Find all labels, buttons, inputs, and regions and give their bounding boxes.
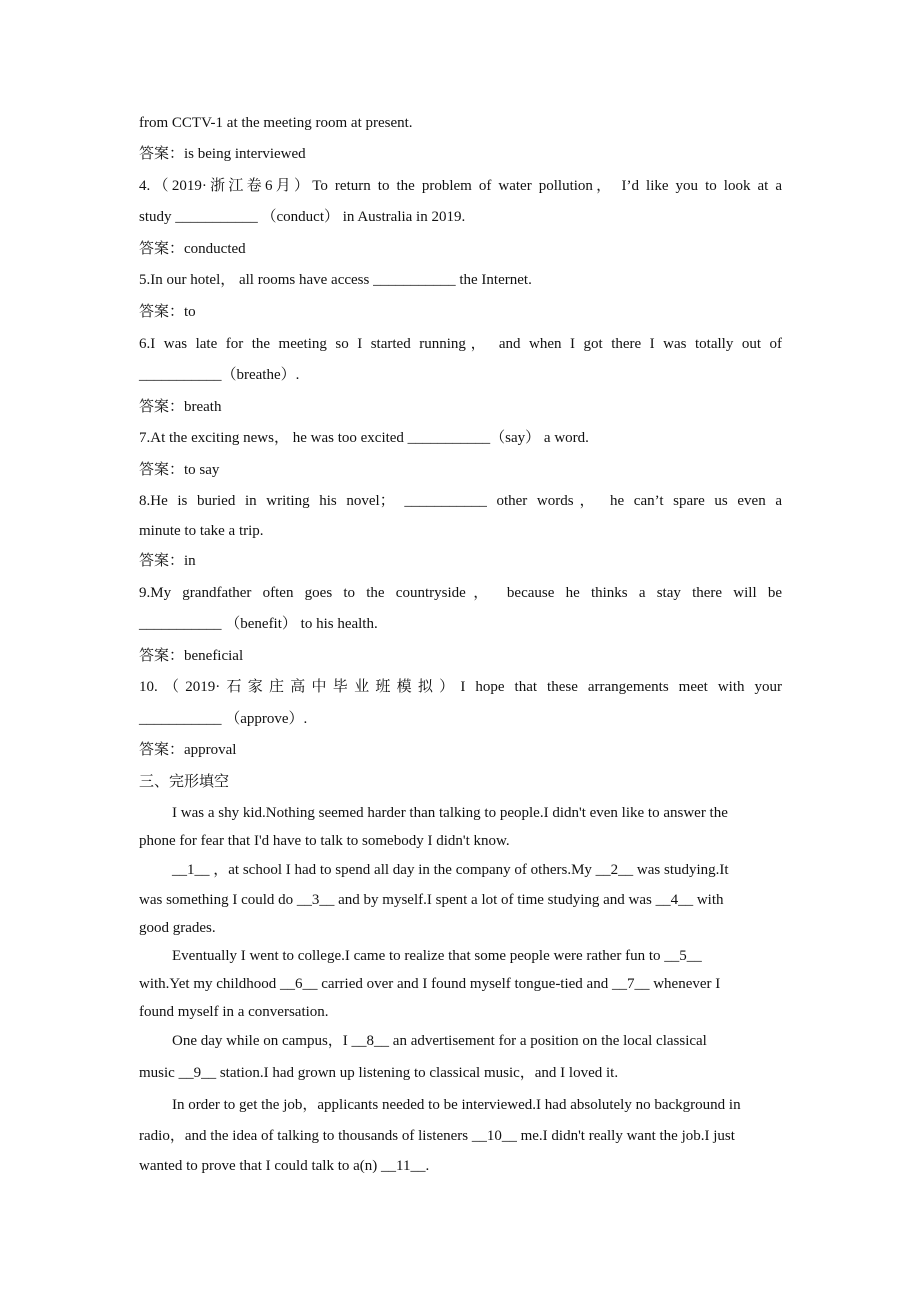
passage-line: radio，and the idea of talking to thousands of listeners __10__ me.I didn't really want the job.I just	[139, 1128, 735, 1144]
passage-line: Eventually I went to college.I came to realize that some people were rather fun to __5__	[172, 948, 702, 964]
passage-line: found myself in a conversation.	[139, 1004, 329, 1020]
passage-line: wanted to prove that I could talk to a(n) __11__.	[139, 1158, 430, 1174]
question-line: minute to take a trip.	[139, 523, 264, 539]
question-line: 5.In our hotel， all rooms have access ___________ the Internet.	[139, 272, 532, 288]
text-line: from CCTV-1 at the meeting room at present.	[139, 115, 413, 131]
answer-line: 答案：beneficial	[139, 648, 244, 664]
passage-line: __1__ ，at school I had to spend all day in the company of others.My __2__ was studying.It	[172, 862, 729, 878]
question-line: 4.（2019·浙江卷6月）To return to the problem of water pollution， I’d like you to look at a	[139, 178, 782, 194]
answer-line: 答案：to	[139, 304, 196, 320]
question-line: 9.My grandfather often goes to the countryside， because he thinks a stay there will be	[139, 585, 782, 601]
passage-line: In order to get the job，applicants needed to be interviewed.I had absolutely no background in	[172, 1097, 741, 1113]
answer-line: 答案：to say	[139, 462, 220, 478]
answer-line: 答案：conducted	[139, 241, 246, 257]
question-line: 10.（2019·石家庄高中毕业班模拟）I hope that these arrangements meet with your	[139, 679, 782, 695]
answer-line: 答案：breath	[139, 399, 222, 415]
question-line: 8.He is buried in writing his novel； ___________ other words， he can’t spare us even a	[139, 493, 782, 509]
passage-line: I was a shy kid.Nothing seemed harder than talking to people.I didn't even like to answer the	[172, 805, 728, 821]
passage-line: music __9__ station.I had grown up listening to classical music，and I loved it.	[139, 1065, 619, 1081]
passage-line: good grades.	[139, 920, 216, 936]
answer-line: 答案：is being interviewed	[139, 146, 306, 162]
answer-line: 答案：approval	[139, 742, 237, 758]
passage-line: with.Yet my childhood __6__ carried over and I found myself tongue-tied and __7__ whenever I	[139, 976, 721, 992]
answer-line: 答案：in	[139, 553, 196, 569]
passage-line: One day while on campus，I __8__ an advertisement for a position on the local classical	[172, 1033, 707, 1049]
question-line: 7.At the exciting news， he was too excited ___________（say） a word.	[139, 430, 589, 446]
question-line: 6.I was late for the meeting so I started running， and when I got there I was totally out of	[139, 336, 782, 352]
question-line: study ___________ （conduct） in Australia in 2019.	[139, 209, 466, 225]
question-line: ___________ （approve）.	[139, 711, 308, 727]
passage-line: phone for fear that I'd have to talk to somebody I didn't know.	[139, 833, 510, 849]
passage-line: was something I could do __3__ and by myself.I spent a lot of time studying and was __4__ with	[139, 892, 724, 908]
question-line: ___________ （benefit） to his health.	[139, 616, 378, 632]
question-line: ___________（breathe）.	[139, 367, 300, 383]
section-heading: 三、完形填空	[139, 774, 230, 790]
